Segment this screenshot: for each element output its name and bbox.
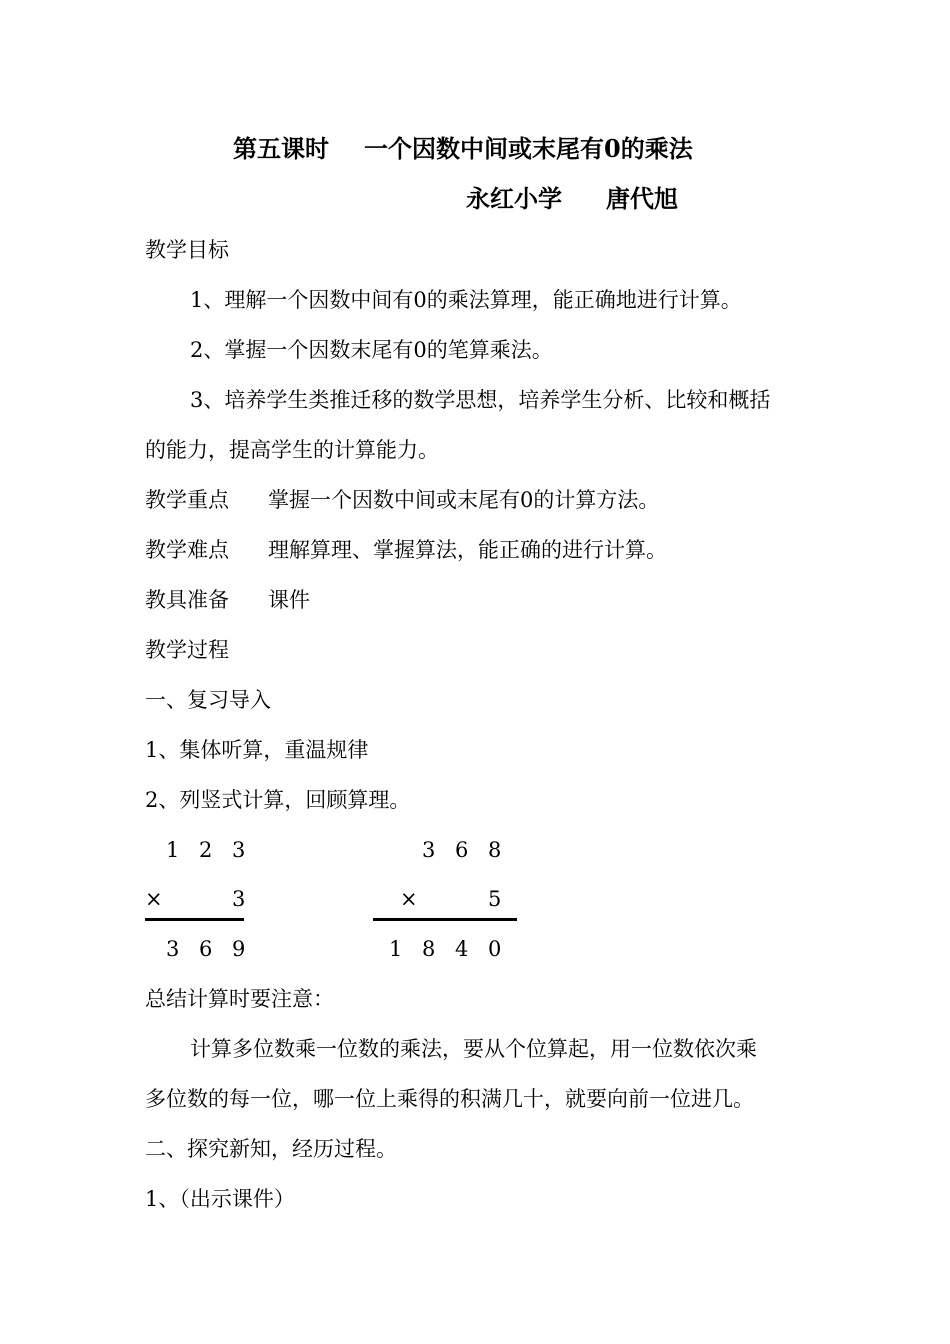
- calc1-result-digit: 3: [166, 937, 180, 961]
- calc1-result-digit: 6: [199, 937, 213, 961]
- calc1-result-digit: 9: [232, 937, 246, 961]
- goal-item-1: 1、理解一个因数中间有0的乘法算理，能正确地进行计算。: [190, 288, 742, 312]
- calc2-digit: 6: [455, 838, 469, 862]
- difficulty-label: 教学难点: [145, 538, 229, 562]
- calc2-result-digit: 0: [488, 937, 502, 961]
- key-point-text: 掌握一个因数中间或末尾有0的计算方法。: [268, 488, 660, 512]
- review-step-1: 1、集体听算，重温规律: [145, 738, 369, 762]
- section-explore: 二、探究新知，经历过程。: [145, 1137, 397, 1161]
- calc1-multiplier: 3: [232, 887, 246, 911]
- calc1-multiply-sign: ×: [145, 887, 163, 911]
- calc2-multiply-sign: ×: [400, 887, 418, 911]
- tools-text: 课件: [268, 588, 310, 612]
- review-step-2: 2、列竖式计算，回顾算理。: [145, 788, 411, 812]
- calc2-digit: 8: [488, 838, 502, 862]
- page-title: 一个因数中间或末尾有0的乘法: [364, 134, 693, 163]
- calc2-result-digit: 1: [389, 937, 403, 961]
- calc1-digit: 3: [232, 838, 246, 862]
- goal-item-3: 3、培养学生类推迁移的数学思想，培养学生分析、比较和概括: [190, 388, 771, 412]
- tools-label: 教具准备: [145, 588, 229, 612]
- summary-heading: 总结计算时要注意：: [145, 987, 334, 1011]
- calc1-digit: 1: [166, 838, 180, 862]
- teacher-name: 唐代旭: [606, 184, 678, 213]
- key-point-label: 教学重点: [145, 488, 229, 512]
- goals-heading: 教学目标: [145, 238, 229, 262]
- goal-item-2: 2、掌握一个因数末尾有0的笔算乘法。: [190, 338, 553, 362]
- goal-item-3-continued: 的能力，提高学生的计算能力。: [145, 438, 439, 462]
- summary-line-1: 计算多位数乘一位数的乘法，要从个位算起，用一位数依次乘: [190, 1037, 757, 1061]
- calc2-multiplier: 5: [488, 887, 502, 911]
- process-heading: 教学过程: [145, 638, 229, 662]
- calc2-result-digit: 8: [422, 937, 436, 961]
- difficulty-text: 理解算理、掌握算法，能正确的进行计算。: [268, 538, 667, 562]
- section-review: 一、复习导入: [145, 688, 271, 712]
- summary-line-2: 多位数的每一位，哪一位上乘得的积满几十，就要向前一位进几。: [145, 1087, 754, 1111]
- calc2-divider: [373, 918, 517, 921]
- calc1-divider: [145, 918, 244, 921]
- calc2-result-digit: 4: [455, 937, 469, 961]
- explore-step-1: 1、（出示课件）: [145, 1187, 295, 1211]
- calc1-digit: 2: [199, 838, 213, 862]
- calc2-digit: 3: [422, 838, 436, 862]
- school-name: 永红小学: [466, 184, 562, 213]
- lesson-number: 第五课时: [233, 134, 329, 163]
